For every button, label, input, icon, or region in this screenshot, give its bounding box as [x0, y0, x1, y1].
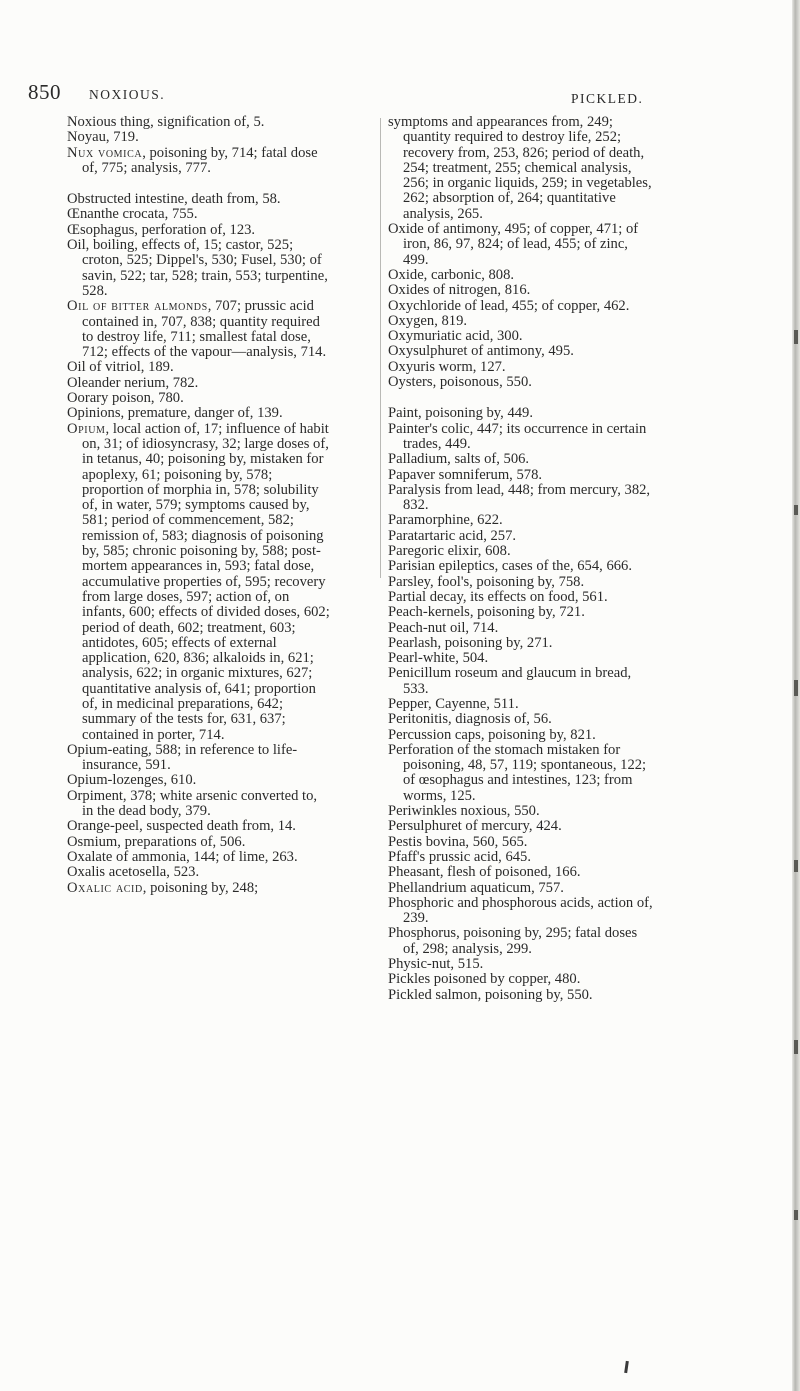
column-divider: [380, 118, 381, 578]
index-entry: [388, 452, 656, 467]
index-entry-text: Pearlash, poisoning by, 271.: [388, 634, 553, 651]
index-entry-text: Peritonitis, diagnosis of, 56.: [388, 711, 552, 728]
index-entry: [388, 804, 656, 819]
index-entry-text: Paregoric elixir, 608.: [388, 543, 511, 560]
index-entry: [388, 406, 656, 421]
index-entry: [67, 207, 331, 222]
index-entry-text: Oxyuris worm, 127.: [388, 358, 506, 375]
edge-mark: [794, 505, 798, 515]
index-entry: [67, 130, 331, 145]
index-entry-text: Oxalate of ammonia, 144; of lime, 263.: [67, 848, 298, 865]
section-gap: [67, 176, 331, 192]
index-entry: [388, 621, 656, 636]
index-entry: [388, 972, 656, 987]
index-entry-text: Oxalis acetosella, 523.: [67, 864, 200, 881]
index-entry: [388, 926, 656, 957]
index-entry: [388, 957, 656, 972]
edge-mark: [794, 1040, 798, 1054]
print-blemish: [624, 1361, 629, 1373]
index-entry-text: Oysters, poisonous, 550.: [388, 374, 532, 391]
index-entry-text: , poisoning by, 714; fatal dose of, 775; analysis, 777.: [82, 144, 318, 176]
index-entry: [67, 881, 331, 896]
index-entry-text: Perforation of the stomach mistaken for poisoning, 48, 57, 119; spontaneous, 122; of œsophagus and intestines, 123; from worms, 125.: [388, 741, 647, 804]
index-entry-heading: Oil of bitter almonds: [67, 298, 208, 315]
running-head-right: PICKLED.: [571, 91, 644, 106]
running-head-left: NOXIOUS.: [89, 87, 166, 102]
index-entry-text: Paralysis from lead, 448; from mercury, 382, 832.: [388, 481, 651, 514]
index-entry-text: Phosphoric and phosphorous acids, action of, 239.: [388, 894, 653, 927]
index-entry-text: Œsophagus, perforation of, 123.: [67, 221, 256, 238]
index-entry: [67, 773, 331, 788]
index-entry: [388, 819, 656, 834]
index-entry: [388, 865, 656, 880]
index-entry: [67, 835, 331, 850]
index-entry: [388, 529, 656, 544]
index-entry-text: Pepper, Cayenne, 511.: [388, 695, 519, 712]
index-entry: [388, 299, 656, 314]
index-entry: [67, 192, 331, 207]
index-entry-text: Pickles poisoned by copper, 480.: [388, 971, 581, 988]
index-entry-text: Penicillum roseum and glaucum in bread, 533.: [388, 665, 632, 697]
index-entry-text: , 707; prussic acid contained in, 707, 838; quantity required to destroy life, 711; smallest fatal dose, 712; effects of the vapour—analysis, 714.: [82, 298, 327, 361]
index-entry-text: symptoms and appearances from, 249; quantity required to destroy life, 252; recovery from, 253, 826; period of death, 254; treatment, 255; chemical analysis, 256; in organic liquids, 259; in vegetables, 262; absorption of, 264; quantitative analysis, 265.: [388, 114, 652, 222]
index-entry: [388, 850, 656, 865]
index-entry-text: Oorary poison, 780.: [67, 390, 184, 407]
index-entry-text: Partial decay, its effects on food, 561.: [388, 588, 608, 605]
index-entry-text: Phellandrium aquaticum, 757.: [388, 879, 564, 896]
index-entry: [388, 422, 656, 453]
index-entry: [67, 743, 331, 774]
index-entry: [388, 483, 656, 514]
index-entry-text: Pickled salmon, poisoning by, 550.: [388, 986, 593, 1003]
index-entry: [388, 605, 656, 620]
index-entry-text: Paint, poisoning by, 449.: [388, 405, 533, 422]
index-entry-heading: Nux vomica: [67, 144, 143, 161]
index-entry: [67, 223, 331, 238]
index-entry: [388, 559, 656, 574]
edge-mark: [794, 1210, 798, 1220]
index-entry-text: Pfaff's prussic acid, 645.: [388, 848, 532, 865]
index-entry-text: Peach-nut oil, 714.: [388, 619, 499, 636]
index-entry-text: Osmium, preparations of, 506.: [67, 833, 246, 850]
index-entry-text: Pestis bovina, 560, 565.: [388, 833, 528, 850]
index-entry: [388, 651, 656, 666]
index-entry: [67, 376, 331, 391]
index-entry-text: Obstructed intestine, death from, 58.: [67, 191, 281, 208]
index-entry-text: Parisian epileptics, cases of the, 654, 666.: [388, 558, 632, 575]
index-entry: [388, 988, 656, 1003]
index-entry: [388, 728, 656, 743]
index-entry-text: Noyau, 719.: [67, 129, 139, 146]
index-entry: [388, 314, 656, 329]
index-column-right: [388, 115, 656, 1003]
index-entry: [67, 819, 331, 834]
edge-mark: [794, 860, 798, 872]
index-entry: [388, 697, 656, 712]
index-entry-text: Pearl-white, 504.: [388, 650, 489, 667]
index-entry: [67, 115, 331, 130]
index-entry: [388, 115, 656, 222]
index-column-left: [67, 115, 331, 896]
index-entry-text: Opinions, premature, danger of, 139.: [67, 405, 283, 422]
index-entry: [388, 360, 656, 375]
index-entry: [388, 268, 656, 283]
index-entry-text: Orange-peel, suspected death from, 14.: [67, 818, 296, 835]
index-entry-text: Pheasant, flesh of poisoned, 166.: [388, 864, 581, 881]
page-number: 850: [28, 80, 61, 104]
index-entry: [67, 865, 331, 880]
index-entry-text: Noxious thing, signification of, 5.: [67, 114, 265, 130]
index-entry-text: Orpiment, 378; white arsenic converted to, in the dead body, 379.: [67, 787, 318, 820]
index-entry: [388, 636, 656, 651]
index-entry: [67, 789, 331, 820]
index-entry-text: Opium-lozenges, 610.: [67, 772, 197, 789]
index-entry: [388, 344, 656, 359]
index-entry: [67, 391, 331, 406]
index-entry-text: Percussion caps, poisoning by, 821.: [388, 726, 596, 743]
index-entry-text: Peach-kernels, poisoning by, 721.: [388, 604, 585, 621]
index-entry: [388, 329, 656, 344]
index-entry: [388, 743, 656, 804]
section-gap: [388, 390, 656, 406]
index-entry-text: Palladium, salts of, 506.: [388, 451, 530, 468]
index-entry-text: Painter's colic, 447; its occurrence in certain trades, 449.: [388, 420, 647, 452]
edge-mark: [794, 680, 798, 696]
index-entry: [388, 712, 656, 727]
index-entry: [388, 575, 656, 590]
index-entry-text: Opium-eating, 588; in reference to life-insurance, 591.: [67, 741, 298, 774]
index-entry-text: Oxysulphuret of antimony, 495.: [388, 343, 574, 360]
index-entry-text: Physic-nut, 515.: [388, 956, 484, 973]
edge-mark: [794, 330, 798, 344]
index-entry-text: Oleander nerium, 782.: [67, 374, 199, 391]
index-entry-text: Persulphuret of mercury, 424.: [388, 818, 562, 835]
index-entry-text: Oxides of nitrogen, 816.: [388, 282, 531, 299]
index-entry: [67, 406, 331, 421]
index-entry: [388, 375, 656, 390]
index-entry-text: Oxymuriatic acid, 300.: [388, 328, 523, 345]
index-entry: [388, 896, 656, 927]
index-entry: [67, 422, 331, 743]
index-entry: [67, 360, 331, 375]
index-entry-text: Parsley, fool's, poisoning by, 758.: [388, 573, 585, 590]
index-entry: [388, 835, 656, 850]
index-entry: [67, 850, 331, 865]
index-entry: [388, 666, 656, 697]
index-entry: [388, 544, 656, 559]
index-entry-text: Papaver somniferum, 578.: [388, 466, 543, 483]
index-entry-text: Paratartaric acid, 257.: [388, 527, 517, 544]
index-entry: [67, 299, 331, 360]
index-entry-text: Oxide of antimony, 495; of copper, 471; of iron, 86, 97, 824; of lead, 455; of zinc, 499.: [388, 221, 639, 268]
index-entry-text: Phosphorus, poisoning by, 295; fatal doses of, 298; analysis, 299.: [388, 925, 638, 957]
index-entry-text: , poisoning by, 248;: [142, 879, 259, 896]
index-entry-text: Oil, boiling, effects of, 15; castor, 525; croton, 525; Dippel's, 530; Fusel, 530; of savin, 522; tar, 528; train, 553; turpentine, 528.: [67, 237, 328, 299]
index-entry-heading: Opium: [67, 420, 106, 437]
index-entry: [388, 590, 656, 605]
index-entry-text: Oxide, carbonic, 808.: [388, 266, 515, 283]
index-entry-text: Periwinkles noxious, 550.: [388, 803, 540, 820]
index-entry: [388, 283, 656, 298]
index-entry-text: Paramorphine, 622.: [388, 512, 503, 529]
index-entry: [388, 222, 656, 268]
index-entry-text: Oxychloride of lead, 455; of copper, 462.: [388, 297, 630, 314]
index-entry-text: , local action of, 17; influence of habit on, 31; of idiosyncrasy, 32; large doses of, in tetanus, 40; poisoning by, mistaken for apoplexy, 61; poisoning by, 578; proportion of morphia in, 578; solubility of, in water, 579; symptoms caused by, 581; period of commencement, 582; remission of, 583; diagnosis of poisoning by, 585; chronic poisoning by, 588; post-mortem appearances in, 593; fatal dose, accumulative properties of, 595; recovery from large doses, 597; action of, on infants, 600; effects of divided doses, 602; period of death, 602; treatment, 603; antidotes, 605; effects of external application, 620, 836; alkaloids in, 621; analysis, 622; in organic mixtures, 627; quantitative analysis of, 641; proportion of, in medicinal preparations, 642; summary of the tests for, 631, 637; contained in porter, 714.: [82, 420, 330, 743]
index-entry-text: Oxygen, 819.: [388, 312, 468, 329]
index-entry: [67, 238, 331, 299]
index-entry: [388, 513, 656, 528]
index-entry: [388, 468, 656, 483]
index-entry: [67, 146, 331, 177]
index-entry: [388, 881, 656, 896]
index-entry-heading: Oxalic acid: [67, 879, 143, 896]
index-entry-text: Oil of vitriol, 189.: [67, 359, 174, 376]
index-entry-text: Œnanthe crocata, 755.: [67, 206, 198, 223]
